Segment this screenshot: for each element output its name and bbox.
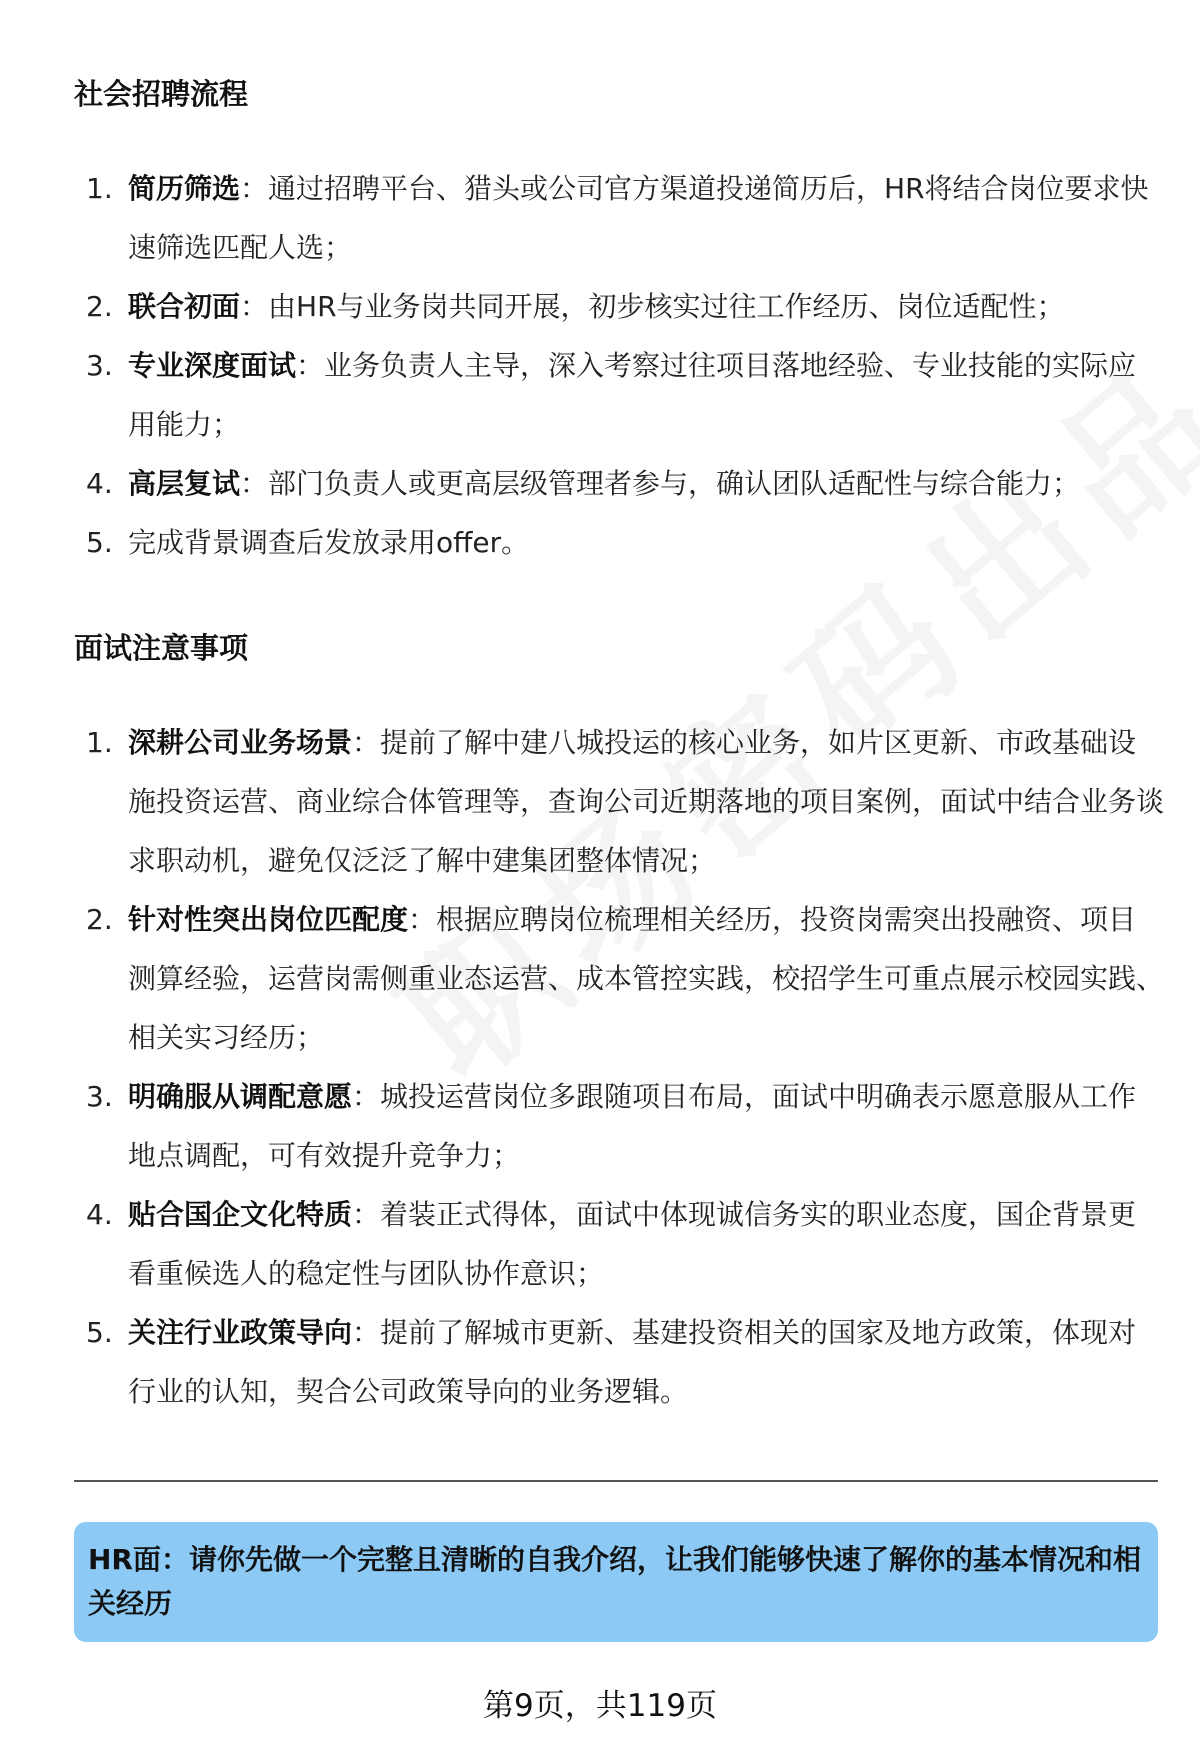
list-item-lead: 贴合国企文化特质 xyxy=(128,1198,353,1231)
list-item-number: 4. xyxy=(86,467,113,500)
list-item xyxy=(74,277,1164,336)
divider xyxy=(74,1480,1158,1482)
list-item-text: ：由HR与业务岗共同开展，初步核实过往工作经历、岗位适配性； xyxy=(240,290,1065,323)
list-item xyxy=(74,1067,1164,1185)
list-item-number: 3. xyxy=(86,349,113,382)
list-item-lead: 简历筛选 xyxy=(128,172,241,205)
list-item-lead: 专业深度面试 xyxy=(128,349,297,382)
list-item-number: 3. xyxy=(86,1080,113,1113)
list-item-lead: 联合初面 xyxy=(128,290,241,323)
list-item xyxy=(74,1185,1164,1303)
recruitment-process-list xyxy=(74,159,1164,572)
interview-tips-list xyxy=(74,713,1164,1421)
hr-question-text: HR面：请你先做一个完整且清晰的自我介绍，让我们能够快速了解你的基本情况和相关经历 xyxy=(88,1543,1141,1620)
list-item-lead: 深耕公司业务场景 xyxy=(128,726,353,759)
list-item-text: ：业务负责人主导，深入考察过往项目落地经验、专业技能的实际应用能力； xyxy=(128,349,1137,441)
list-item xyxy=(74,1303,1164,1421)
list-item-lead: 高层复试 xyxy=(128,467,241,500)
list-item-text: ：城投运营岗位多跟随项目布局，面试中明确表示愿意服从工作地点调配，可有效提升竞争力； xyxy=(128,1080,1137,1172)
list-item xyxy=(74,713,1164,890)
list-item-number: 1. xyxy=(86,726,113,759)
page-number-footer: 第9页，共119页 xyxy=(483,1688,717,1724)
list-item-text: ：提前了解中建八城投运的核心业务，如片区更新、市政基础设施投资运营、商业综合体管理等，查询公司近期落地的项目案例，面试中结合业务谈求职动机，避免仅泛泛了解中建集团整体情况； xyxy=(128,726,1165,877)
list-item-number: 5. xyxy=(86,1316,113,1349)
list-item xyxy=(74,454,1164,513)
list-item xyxy=(74,159,1164,277)
list-item-text: ：根据应聘岗位梳理相关经历，投资岗需突出投融资、项目测算经验，运营岗需侧重业态运营、成本管控实践，校招学生可重点展示校园实践、相关实习经历； xyxy=(128,903,1165,1054)
list-item-number: 5. xyxy=(86,526,113,559)
list-item xyxy=(74,890,1164,1067)
hr-question-box xyxy=(74,1522,1158,1642)
section-title-recruitment-process: 社会招聘流程 xyxy=(74,77,249,111)
list-item-lead: 关注行业政策导向 xyxy=(128,1316,353,1349)
list-item-text: ：部门负责人或更高层级管理者参与，确认团队适配性与综合能力； xyxy=(240,467,1081,500)
list-item-text: ：提前了解城市更新、基建投资相关的国家及地方政策，体现对行业的认知，契合公司政策导向的业务逻辑。 xyxy=(128,1316,1137,1408)
list-item-text: ：着装正式得体，面试中体现诚信务实的职业态度，国企背景更看重候选人的稳定性与团队协作意识； xyxy=(128,1198,1137,1290)
list-item xyxy=(74,513,1164,572)
list-item-lead: 明确服从调配意愿 xyxy=(128,1080,353,1113)
list-item-text: 完成背景调查后发放录用offer。 xyxy=(128,526,530,559)
list-item-number: 4. xyxy=(86,1198,113,1231)
list-item-text: ：通过招聘平台、猎头或公司官方渠道投递简历后，HR将结合岗位要求快速筛选匹配人选； xyxy=(128,172,1149,264)
section-title-interview-tips: 面试注意事项 xyxy=(74,631,249,665)
list-item-number: 1. xyxy=(86,172,113,205)
list-item xyxy=(74,336,1164,454)
list-item-number: 2. xyxy=(86,903,113,936)
list-item-lead: 针对性突出岗位匹配度 xyxy=(128,903,409,936)
list-item-number: 2. xyxy=(86,290,113,323)
